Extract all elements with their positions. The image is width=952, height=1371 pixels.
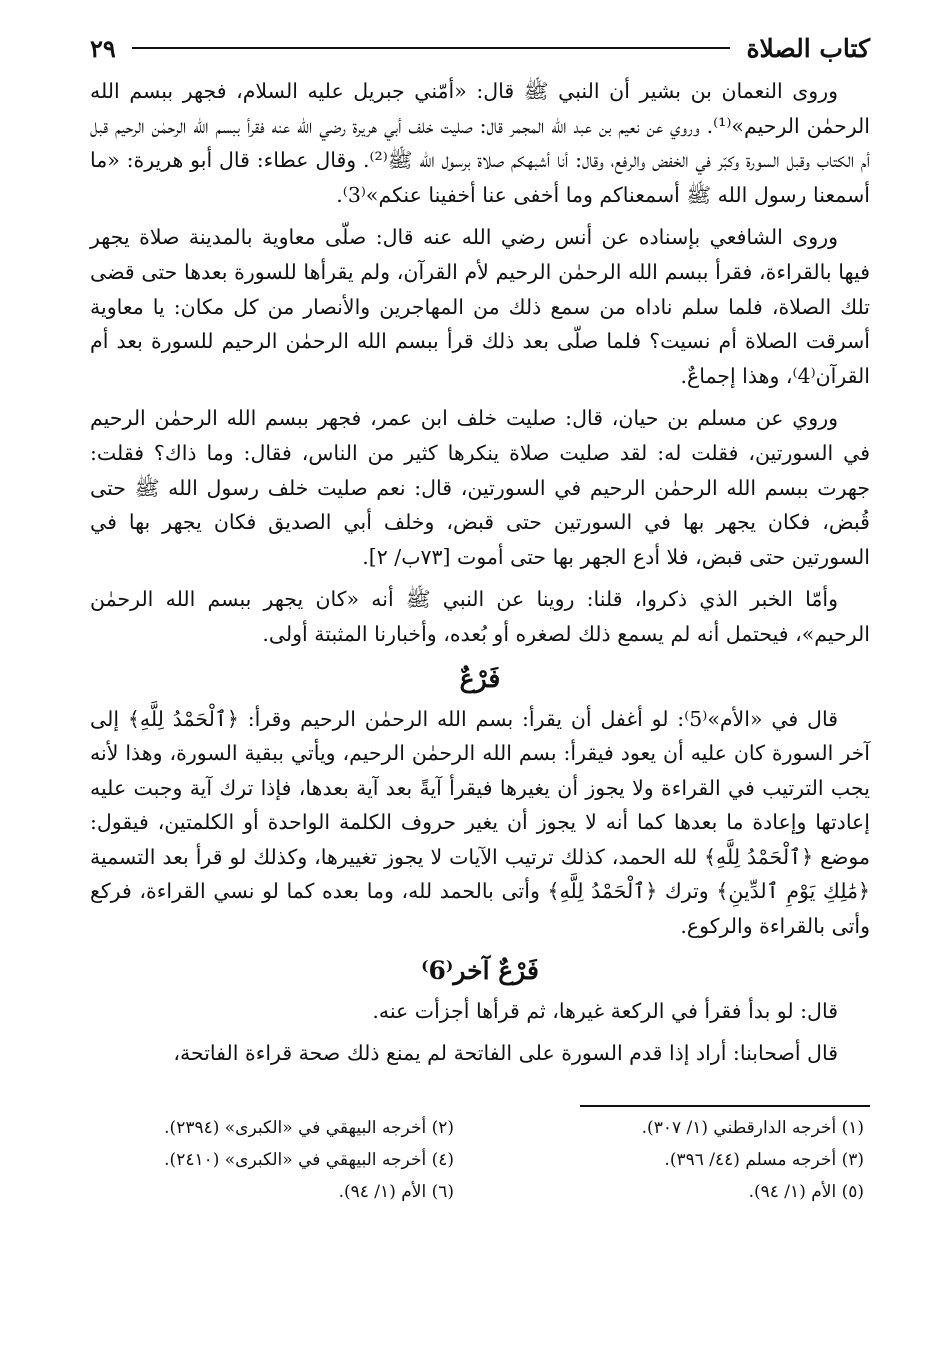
footnote: (٦) الأم (١/ ٩٤). [338, 1181, 454, 1202]
footnote: (٤) أخرجه البيهقي في «الكبرى» (٢٤١٠). [164, 1149, 454, 1170]
paragraph: قال: لو بدأ فقرأ في الركعة غيرها، ثم قرأها أجزأت عنه. [372, 998, 838, 1023]
page-number: ٢٩ [90, 33, 116, 63]
section-heading: فَرْعٌ [459, 663, 501, 693]
footnotes [90, 1113, 870, 1207]
running-header [90, 28, 870, 68]
book-title: كتاب الصلاة [746, 33, 870, 63]
paragraph: وأمّا الخبر الذي ذكروا، قلنا: روينا عن النبي ﷺ أنه «كان يجهر ببسم الله الرحمٰن الرحيم»، فيحتمل أنه لم يسمع ذلك لصغره أو بُعده، وأخبارنا المثبتة أولى. [90, 587, 870, 646]
paragraph: وروي عن مسلم بن حيان، قال: صليت خلف ابن عمر، فجهر ببسم الله الرحمٰن الرحيم في السورتين، فقلت له: لقد صليت صلاة ينكرها كثير من الناس، فقال: وما ذاك؟ فقلت: جهرت ببسم الله الرحمٰن الرحيم في السورتين، قال: نعم صليت خلف رسول الله ﷺ حتى قُبض، فكان يجهر بها في السورتين حتى قبض، وخلف أبي الصديق فكان يجهر بها في السورتين حتى قبض، فلا أدع الجهر بها حتى أموت [٧٣ب/ ٢]. [90, 406, 870, 569]
footnote: (١) أخرجه الدارقطني (١/ ٣٠٧). [641, 1117, 864, 1138]
paragraph: وروى الشافعي بإسناده عن أنس رضي الله عنه قال: صلّى معاوية بالمدينة صلاة يجهر فيها بالقراءة، فقرأ ببسم الله الرحمٰن الرحيم لأم القرآن، ولم يقرأها للسورة بعدها حتى قضى تلك الصلاة، فلما سلم ناداه من سمع ذلك من المهاجرين والأنصار من كل مكان: يا معاوية أسرقت الصلاة أم نسيت؟ فلما صلّى بعد ذلك قرأ ببسم الله الرحمٰن الرحيم للسورة بعد أم القرآن⁽4⁾، وهذا إجماعٌ. [90, 225, 870, 388]
section-heading: فَرْعٌ آخر⁽6⁾ [421, 955, 539, 985]
footnote-rule [580, 1105, 870, 1107]
footnote: (٥) الأم (١/ ٩٤). [748, 1181, 864, 1202]
book-page [90, 28, 870, 1207]
main-text [90, 74, 870, 1071]
paragraph: قال أصحابنا: أراد إذا قدم السورة على الفاتحة لم يمنع ذلك صحة قراءة الفاتحة، [173, 1041, 838, 1066]
paragraph: وروى النعمان بن بشير أن النبي ﷺ قال: «أمّني جبريل عليه السلام، فجهر ببسم الله الرحمٰن الرحيم»⁽¹⁾. وروي عن نعيم بن عبد الله المجمر قال: صليت خلف أبي هريرة رضي الله عنه فقرأ ببسم الله الرحمٰن الرحيم قبل أم الكتاب وقبل السورة وكبّر في الخفض والرفع، وقال: أنا أشبهكم صلاة برسول الله ﷺ⁽²⁾. وقال عطاء: قال أبو هريرة: «ما أسمعنا رسول الله ﷺ أسمعناكم وما أخفى عنا أخفينا عنكم»⁽3⁾. [90, 79, 870, 207]
footnote: (٢) أخرجه البيهقي في «الكبرى» (٢٣٩٤). [164, 1117, 454, 1138]
paragraph: قال في «الأم»⁽5⁾: لو أغفل أن يقرأ: بسم الله الرحمٰن الرحيم وقرأ: ﴿ٱلْحَمْدُ لِلَّهِ﴾ إلى آخر السورة كان عليه أن يعود فيقرأ: بسم الله الرحمٰن الرحيم، ويأتي ببقية السورة، وهذا لأنه يجب الترتيب في القراءة ولا يجوز أن يغيرها فيقرأ آيةً بعد آية بعدها، فإذا ترك آية وجبت عليه إعادتها وإعادة ما بعدها كما أنه لا يجوز أن يغير حروف الكلمة الواحدة أو الكلمتين، فيقول: موضع ﴿ٱلْحَمْدُ لِلَّهِ﴾ لله الحمد، كذلك ترتيب الآيات لا يجوز تغييرها، وكذلك لو قرأ بعد التسمية ﴿مَٰلِكِ يَوْمِ ٱلدِّينِ﴾ وترك ﴿ٱلْحَمْدُ لِلَّهِ﴾ وأتى بالحمد لله، وما بعده كما لو نسي القراءة، فركع وأتى بالقراءة والركوع. [90, 706, 870, 939]
header-rule [132, 47, 731, 49]
footnote: (٣) أخرجه مسلم (٤٤/ ٣٩٦). [664, 1149, 864, 1170]
